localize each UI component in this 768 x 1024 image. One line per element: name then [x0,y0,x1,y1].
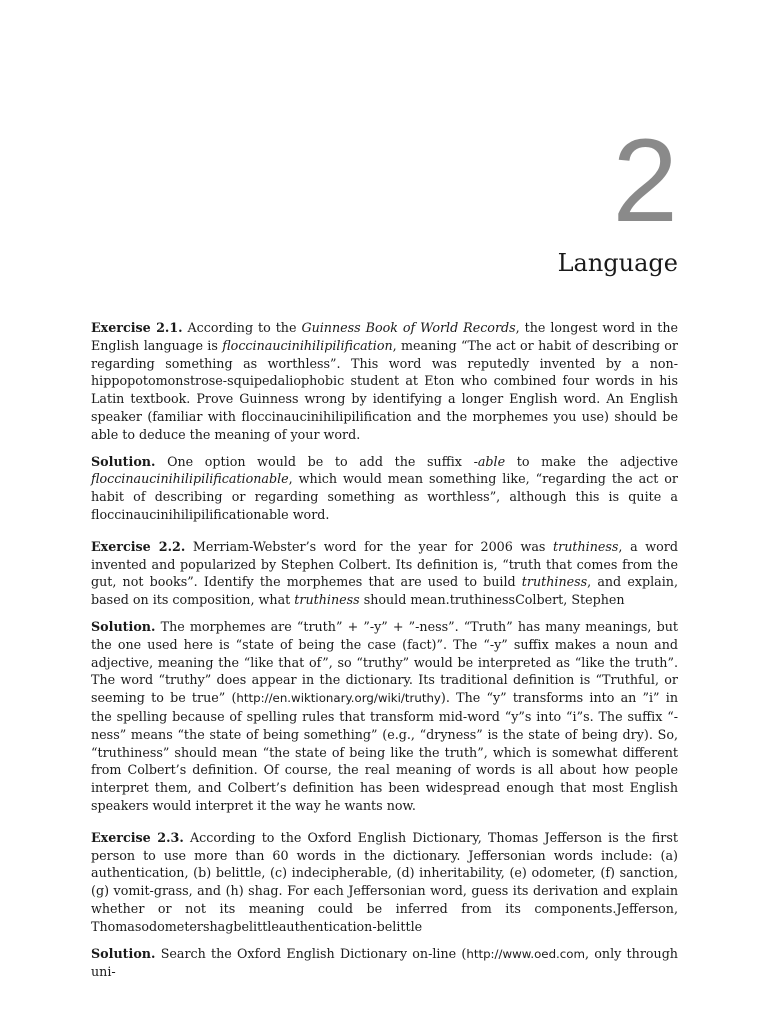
solution-label: Solution. [91,945,156,961]
chapter-title: Language [557,249,678,277]
oed-link[interactable]: http://www.oed.com [466,946,586,961]
exercise-label: Exercise 2.1. [91,320,183,335]
chapter-number: 2 [612,115,678,247]
solution-label: Solution. [91,453,156,469]
exercise-2-2: Exercise 2.2. Merriam-Webster’s word for the year for 2006 was truthiness, a word invented and popularized by Stephen Colbert. Its definition is, “truth that comes from the gut, not books”. Identify the morphemes that are used to build truthiness, and explain, based on its composition, what truthiness should mean.truthinessColbert, Stephen [91,538,678,608]
exercise-2-3: Exercise 2.3. According to the Oxford English Dictionary, Thomas Jefferson is the first person to use more than 60 words in the dictionary. Jeffersonian words include: (a) authentication, (b) belittle, (c) indecipherable, (d) inheritability, (e) odometer, (f) sanction, (g) vomit-grass, and (h) shag. For each Jeffersonian word, guess its derivation and explain whether or not its meaning could be inferred from its components.Jefferson, Thomasodometershagbelittleauthentication-belittle [91,829,678,934]
exercise-label: Exercise 2.3. [91,829,184,845]
chapter-content [91,319,678,990]
exercise-2-1: Exercise 2.1. According to the Guinness Book of World Records, the longest word in the English language is floccinaucinihilipilification, meaning “The act or habit of describing or regarding something as worthless”. This word was reputedly invented by a non-hippopotomonstrose-squipedaliophobic student at Eton who combined four words in his Latin textbook. Prove Guinness wrong by identifying a longer English word. An English speaker (familiar with floccinaucinihilipilification and the morphemes you use) should be able to deduce the meaning of your word. [91,320,678,442]
solution-2-3: Solution. Search the Oxford English Dictionary on-line (http://www.oed.com, only through uni- [91,945,678,980]
solution-2-1: Solution. One option would be to add the suffix -able to make the adjective floccinaucinihilipilificationable, which would mean something like, “regarding the act or habit of describing or regarding something as worthless”, although this is quite a floccinaucinihilipilificationable word. [91,453,678,522]
exercise-label: Exercise 2.2. [91,538,186,554]
document-page [91,0,678,1024]
solution-label: Solution. [91,618,156,634]
wiktionary-link[interactable]: http://en.wiktionary.org/wiki/truthy [236,691,441,706]
solution-2-2: Solution. The morphemes are “truth” + ”-y” + ”-ness”. “Truth” has many meanings, but the one used here is “state of being the case (fact)”. The “-y” suffix makes a noun and adjective, meaning the “like that of”, so “truthy” would be interpreted as “like the truth”. The word “truthy” does appear in the dictionary. Its traditional definition is “Truthful, or seeming to be true” (http://en.wiktionary.org/wiki/truthy). The “y” transforms into an ”i” in the spelling because of spelling rules that transform mid-word “y”s into “i”s. The suffix “-ness” means “the state of being something” (e.g., “dryness” is the state of being dry). So, “truthiness” should mean “the state of being like the truth”, which is somewhat different from Colbert’s definition. Of course, the real meaning of words is all about how people interpret them, and Colbert’s definition has been widespread enough that most English speakers would interpret it the way he wants now. [91,618,678,813]
